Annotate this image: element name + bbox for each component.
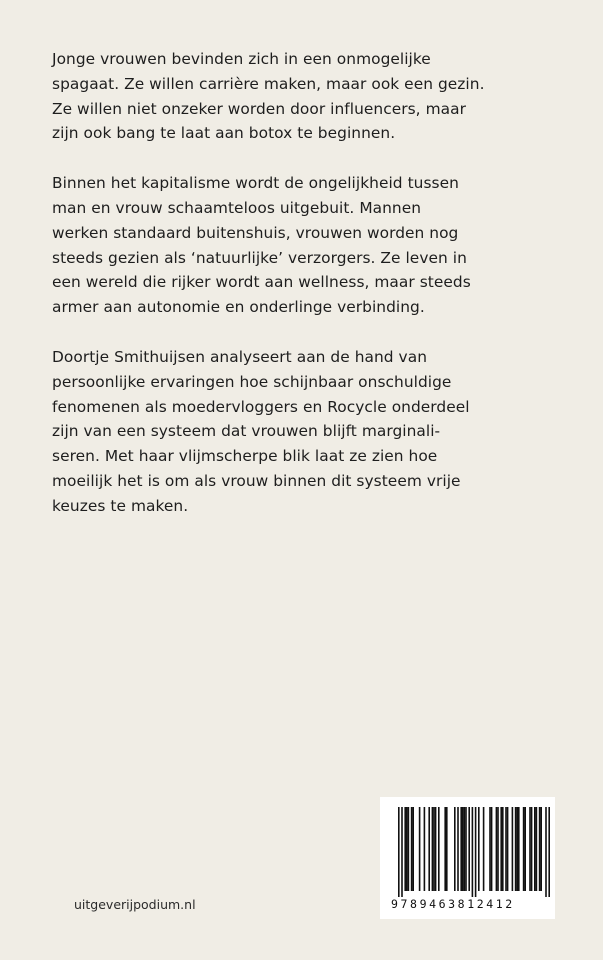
barcode-bar — [507, 807, 509, 891]
barcode-bar — [432, 807, 434, 891]
barcode-bar — [539, 807, 541, 891]
barcode-bar — [489, 807, 491, 891]
barcode-bar — [465, 807, 467, 891]
barcode-bar — [454, 807, 456, 891]
barcode-bar — [428, 807, 430, 891]
barcode-bar — [540, 807, 542, 891]
blurb-line: Ze willen niet onzeker worden door influencers, maar — [52, 99, 466, 118]
barcode-bar — [523, 807, 525, 891]
blurb-line: keuzes te maken. — [52, 496, 189, 515]
barcode-bar — [457, 807, 459, 891]
barcode-bar — [496, 807, 498, 891]
barcode-bar — [515, 807, 517, 891]
blurb-line: steeds gezien als ‘natuurlijke’ verzorgers. Ze leven in — [52, 248, 467, 267]
barcode-bar — [505, 807, 507, 891]
blurb-paragraph-2 — [52, 171, 572, 320]
isbn-number: 9789463812412 — [391, 897, 515, 911]
blurb-line: man en vrouw schaamteloos uitgebuit. Mannen — [52, 198, 422, 217]
barcode-bar — [424, 807, 426, 891]
barcode-bar — [446, 807, 448, 891]
blurb-paragraph-3 — [52, 345, 572, 519]
barcode-bar — [408, 807, 410, 891]
barcode-bar — [500, 807, 502, 891]
blurb-line: moeilijk het is om als vrouw binnen dit systeem vrije — [52, 471, 461, 490]
barcode-bar — [516, 807, 518, 891]
barcode-bar — [468, 807, 470, 891]
barcode-bar — [419, 807, 421, 891]
blurb-line: spagaat. Ze willen carrière maken, maar ook een gezin. — [52, 74, 485, 93]
blurb-line: zijn ook bang te laat aan botox te beginnen. — [52, 124, 396, 143]
publisher-website[interactable]: uitgeverijpodium.nl — [74, 897, 196, 912]
barcode-bar — [512, 807, 514, 891]
barcode-bar — [548, 807, 550, 897]
barcode-bar — [478, 807, 480, 891]
barcode-bar — [462, 807, 464, 891]
blurb-line: een wereld die rijker wordt aan wellness, maar steeds — [52, 273, 471, 292]
barcode-bar — [534, 807, 536, 891]
barcode-bar — [412, 807, 414, 891]
barcode-bar — [472, 807, 474, 897]
barcode-bar — [406, 807, 408, 891]
barcode-bar — [401, 807, 403, 897]
blurb-line: fenomenen als moedervloggers en Rocycle onderdeel — [52, 397, 470, 416]
barcode-bar — [518, 807, 520, 891]
barcode-bar — [464, 807, 466, 891]
barcode-bar — [545, 807, 547, 897]
barcode-bar — [433, 807, 435, 891]
blurb-paragraph-1 — [52, 47, 572, 146]
blurb-line: werken standaard buitenshuis, vrouwen worden nog — [52, 223, 459, 242]
blurb-line: persoonlijke ervaringen hoe schijnbaar onschuldige — [52, 372, 452, 391]
barcode-bar — [491, 807, 493, 891]
blurb-line: seren. Met haar vlijmscherpe blik laat ze zien hoe — [52, 447, 438, 466]
barcode-bar — [411, 807, 413, 891]
blurb-line: armer aan autonomie en onderlinge verbinding. — [52, 298, 425, 317]
barcode-bar — [398, 807, 400, 897]
back-cover-blurb — [52, 47, 572, 544]
barcode-bar — [529, 807, 531, 891]
blurb-line: Binnen het kapitalisme wordt de ongelijkheid tussen — [52, 174, 459, 193]
blurb-line: Doortje Smithuijsen analyseert aan de hand van — [52, 347, 427, 366]
blurb-line: Jonge vrouwen bevinden zich in een onmogelijke — [52, 50, 431, 68]
barcode-bar — [444, 807, 446, 891]
barcode-bar — [536, 807, 538, 891]
blurb-line: zijn van een systeem dat vrouwen blijft marginali- — [52, 422, 441, 441]
barcode-bar — [460, 807, 462, 891]
barcode-bar — [404, 807, 406, 891]
barcode-bar — [475, 807, 477, 897]
barcode-bar — [438, 807, 440, 891]
barcode-bar — [435, 807, 437, 891]
barcode-bar — [483, 807, 485, 891]
barcode-bar — [531, 807, 533, 891]
barcode-bar — [502, 807, 504, 891]
barcode-bar — [497, 807, 499, 891]
barcode-bar — [524, 807, 526, 891]
isbn-barcode — [380, 797, 555, 919]
